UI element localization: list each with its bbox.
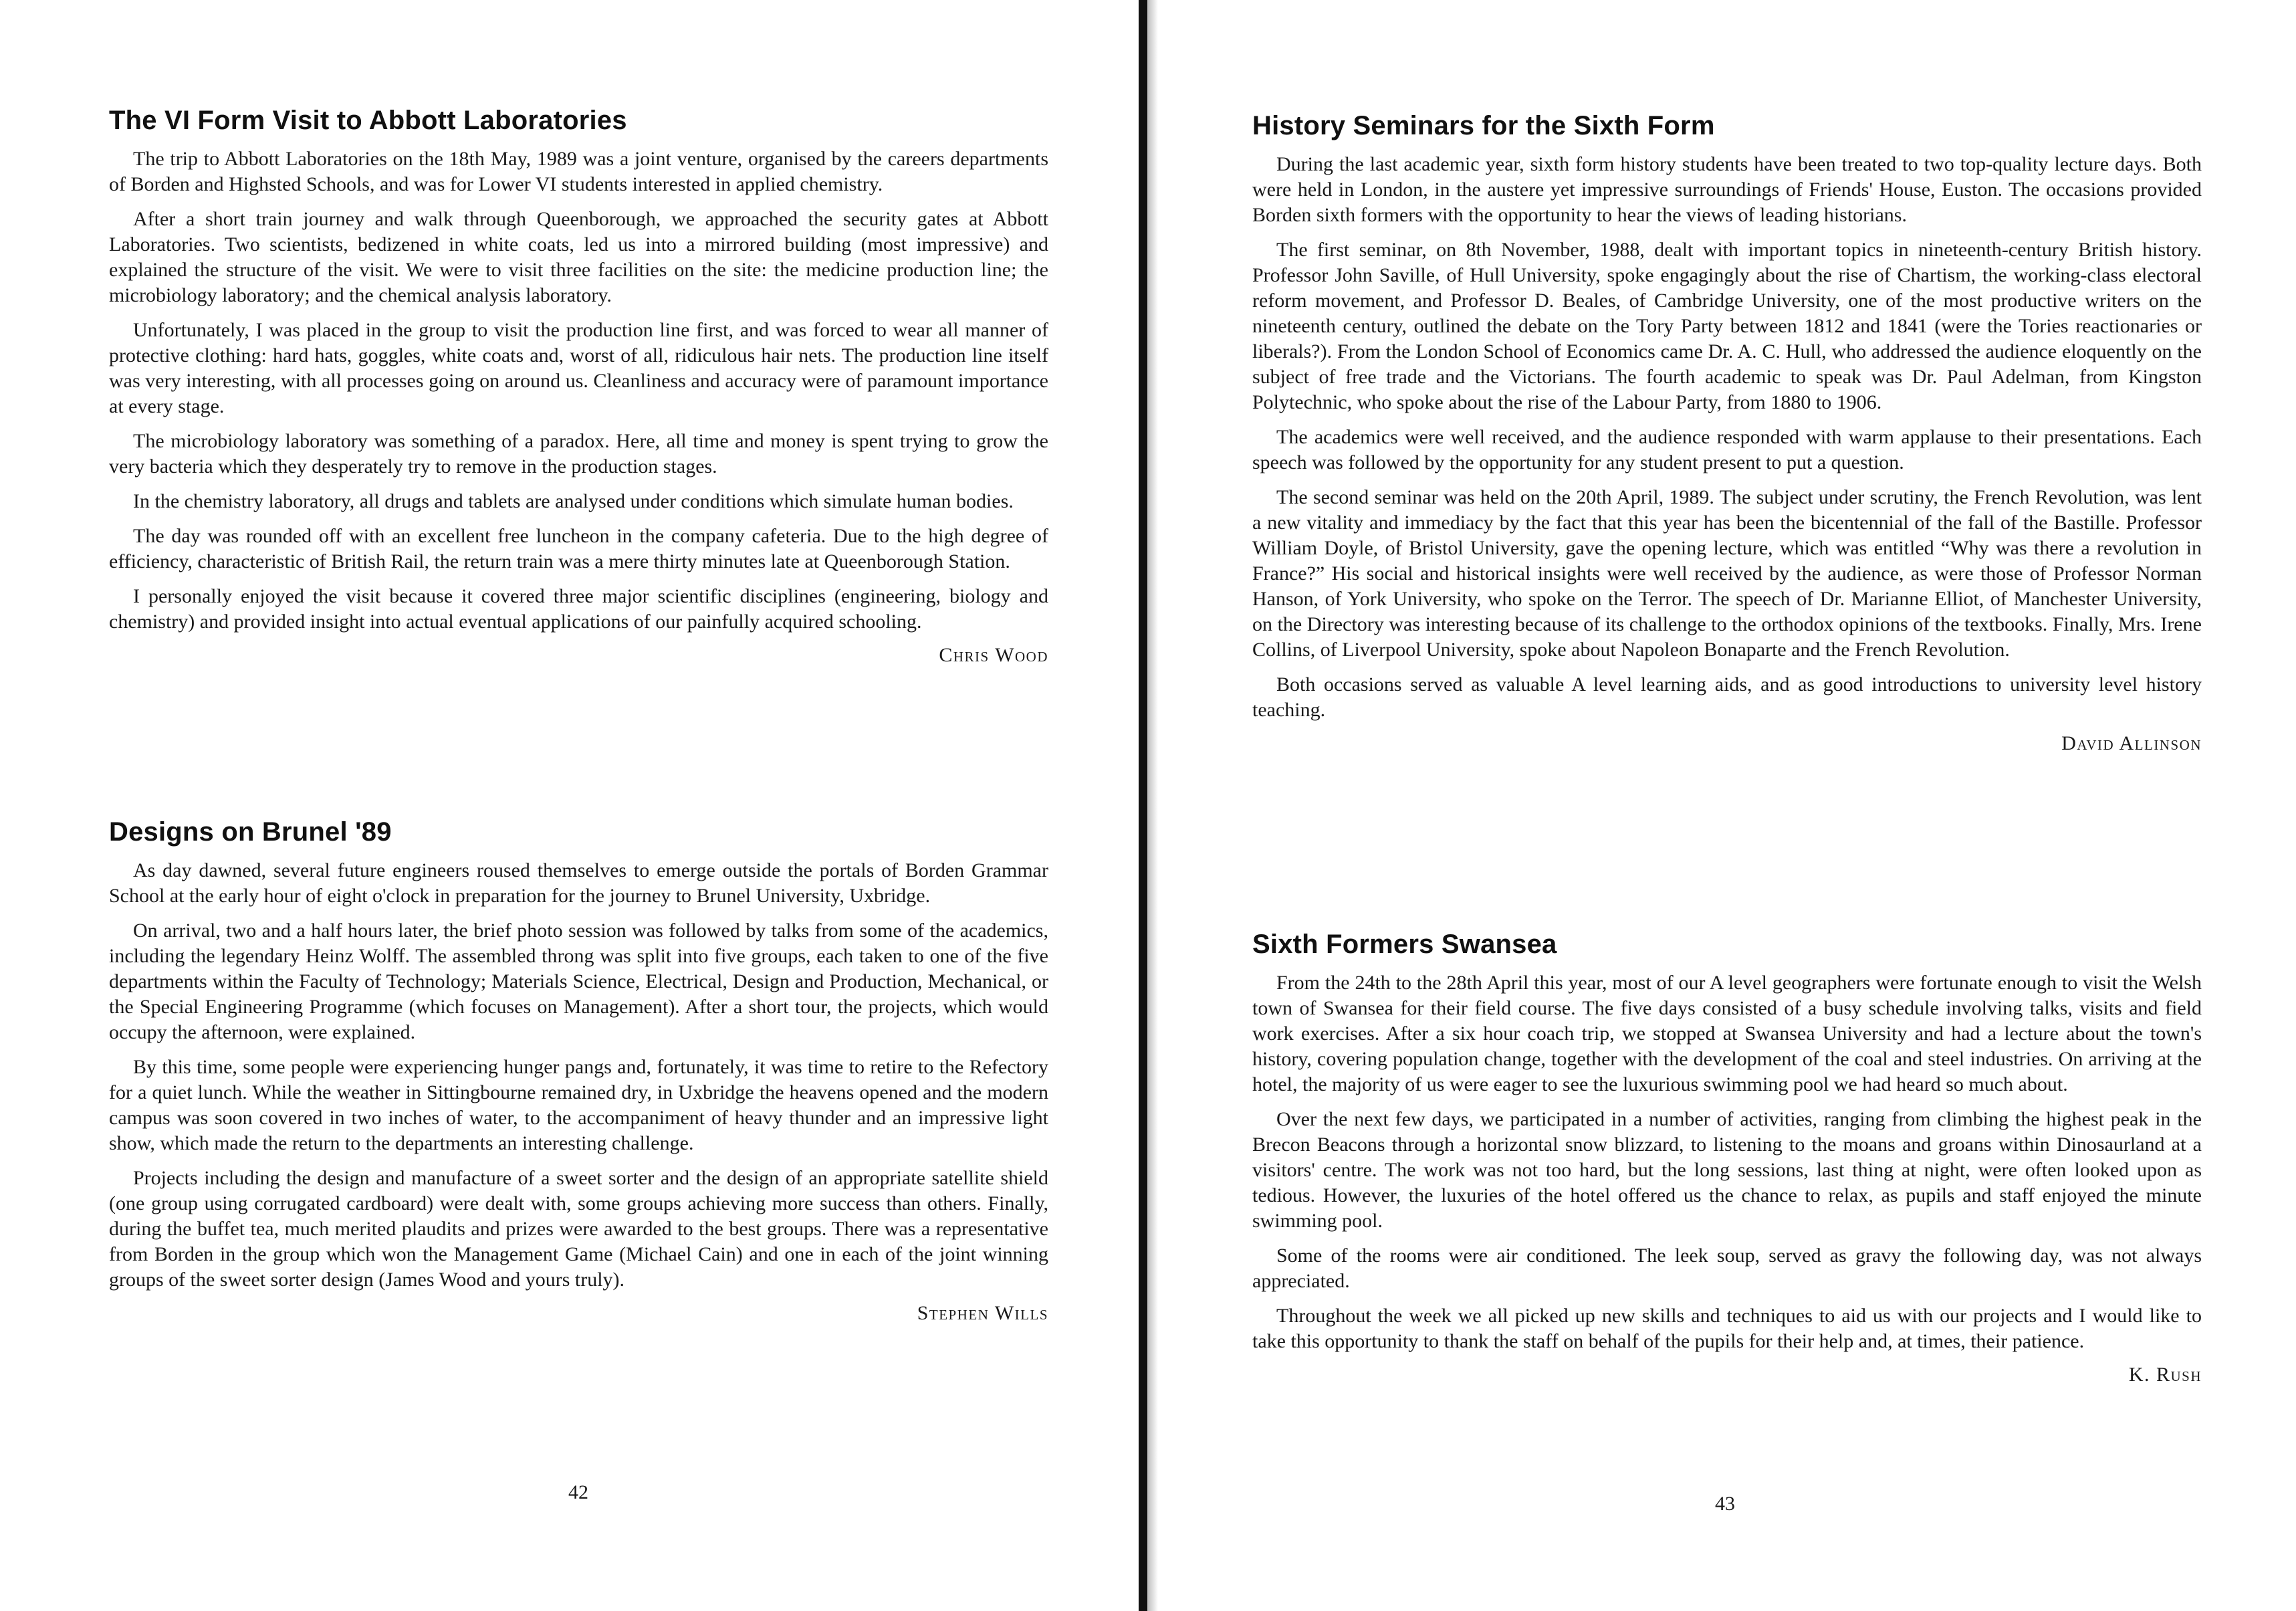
- article-history-seminars: [1252, 111, 2202, 755]
- paragraph: From the 24th to the 28th April this year, most of our A level geographers were fortunate enough to visit the Welsh town of Swansea for their field course. The five days consisted of a busy schedule involving talks, visits and field work exercises. After a six hour coach trip, we stopped at Swansea University and had a lecture about the town's history, covering population change, together with the development of the coal and steel industries. On arriving at the hotel, the majority of us were eager to see the luxurious swimming pool we had heard so much about.: [1252, 972, 2202, 1095]
- paragraph: The second seminar was held on the 20th April, 1989. The subject under scrutiny, the French Revolution, was lent a new vitality and immediacy by the fact that this year has been the bicentennial of the fall of the Bastille. Professor William Doyle, of Bristol University, gave the opening lecture, which was entitled “Why was there a revolution in France?” His social and historical insights were well received by the audience, as were those of Professor Norman Hanson, of York University, who spoke on the Terror. The speech of Dr. Marianne Elliot, of Manchester University, on the Directory was interesting because of its challenge to the orthodox opinions of the textbooks. Finally, Mrs. Irene Collins, of Liverpool University, spoke about Napoleon Bonaparte and the French Revolution.: [1252, 486, 2202, 661]
- paragraph: As day dawned, several future engineers roused themselves to emerge outside the portals of Borden Grammar School at the early hour of eight o'clock in preparation for the journey to Brunel University, Uxbridge.: [109, 859, 1048, 907]
- paragraph: The academics were well received, and the audience responded with warm applause to their presentations. Each speech was followed by the opportunity for any student present to put a question.: [1252, 426, 2202, 473]
- paragraph: Projects including the design and manufacture of a sweet sorter and the design of an appropriate satellite shield (one group using corrugated cardboard) were dealt with, some groups achieving more success than others. Finally, during the buffet tea, much merited plaudits and prizes were awarded to the best groups. There was a representative from Borden in the group which won the Management Game (Michael Cain) and one in each of the joint winning groups of the sweet sorter design (James Wood and yours truly).: [109, 1167, 1048, 1291]
- page-number-left: 42: [568, 1481, 588, 1503]
- book-spine: [1139, 0, 1147, 1611]
- article-sixth-formers-swansea: [1252, 930, 2202, 1386]
- paragraph: I personally enjoyed the visit because it covered three major scientific disciplines (engineering, biology and chemistry) and provided insight into actual eventual applications of our painfully acquired schooling.: [109, 585, 1048, 633]
- article-title: Sixth Formers Swansea: [1252, 930, 1557, 959]
- article-title: History Seminars for the Sixth Form: [1252, 111, 1715, 140]
- paragraph: In the chemistry laboratory, all drugs and tablets are analysed under conditions which simulate human bodies.: [133, 490, 1014, 512]
- paragraph: On arrival, two and a half hours later, the brief photo session was followed by talks from some of the academics, including the legendary Heinz Wolff. The assembled throng was split into five groups, each taken to one of the five departments within the Faculty of Technology; Materials Science, Electrical, Design and Production, Mechanical, or the Special Engineering Programme (which focuses on Management). After a short tour, the projects, which would occupy the afternoon, were explained.: [109, 920, 1048, 1043]
- author-signature: K. Rush: [2128, 1364, 2202, 1386]
- article-designs-on-brunel: [109, 817, 1048, 1325]
- paragraph: The trip to Abbott Laboratories on the 18th May, 1989 was a joint venture, organised by the careers departments of Borden and Highsted Schools, and was for Lower VI students interested in applied chemistry.: [109, 148, 1048, 195]
- article-title: The VI Form Visit to Abbott Laboratories: [109, 106, 627, 135]
- author-signature: Chris Wood: [939, 644, 1048, 666]
- paragraph: The first seminar, on 8th November, 1988, dealt with important topics in nineteenth-century British history. Professor John Saville, of Hull University, spoke engagingly about the rise of Chartism, the working-class electoral reform movement, and Professor D. Beales, of Cambridge University, one of the most productive writers on the nineteenth century, outlined the debate on the Tory Party between 1812 and 1841 (were the Tories reactionaries or liberals?). From the London School of Economics came Dr. A. C. Hull, who addressed the audience eloquently on the subject of free trade and the Victorians. The fourth academic to speak was Dr. Paul Adelman, from Kingston Polytechnic, who spoke about the rise of the Labour Party, from 1880 to 1906.: [1252, 239, 2202, 413]
- paragraph: Both occasions served as valuable A level learning aids, and as good introductions to university level history teaching.: [1252, 673, 2202, 721]
- paragraph: During the last academic year, sixth form history students have been treated to two top-quality lecture days. Both were held in London, in the austere yet impressive surroundings of Friends' House, Euston. The occasions provided Borden sixth formers with the opportunity to hear the views of leading historians.: [1252, 153, 2202, 226]
- paragraph: By this time, some people were experiencing hunger pangs and, fortunately, it was time to retire to the Refectory for a quiet lunch. While the weather in Sittingbourne remained dry, in Uxbridge the heavens opened and the modern campus was soon covered in two inches of water, to the accompaniment of heavy thunder and an impressive light show, which made the return to the departments an interesting challenge.: [109, 1056, 1048, 1154]
- paragraph: Some of the rooms were air conditioned. The leek soup, served as gravy the following day, was not always appreciated.: [1252, 1245, 2202, 1292]
- paragraph: Over the next few days, we participated in a number of activities, ranging from climbing the highest peak in the Brecon Beacons through a horizontal snow blizzard, to listening to the moans and groans within Dinosaurland at a visitors' centre. The work was not too hard, but the long sessions, last thing at night, were often looked upon as tedious. However, the luxuries of the hotel offered us the chance to relax, as pupils and staff enjoyed the minute swimming pool.: [1252, 1108, 2202, 1232]
- paragraph: After a short train journey and walk through Queenborough, we approached the security gates at Abbott Laboratories. Two scientists, bedizened in white coats, led us into a mirrored building (most impressive) and explained the structure of the visit. We were to visit three facilities on the site: the medicine production line; the microbiology laboratory; and the chemical analysis laboratory.: [109, 208, 1048, 306]
- author-signature: Stephen Wills: [917, 1302, 1048, 1324]
- author-signature: David Allinson: [2061, 732, 2202, 754]
- article-abbott-visit: [109, 106, 1048, 667]
- paragraph: Throughout the week we all picked up new skills and techniques to aid us with our projects and I would like to take this opportunity to thank the staff on behalf of the pupils for their help and, at times, their patience.: [1252, 1305, 2202, 1352]
- article-title: Designs on Brunel '89: [109, 817, 392, 847]
- paragraph: Unfortunately, I was placed in the group to visit the production line first, and was forced to wear all manner of protective clothing: hard hats, goggles, white coats and, worst of all, ridiculous hair nets. The production line itself was very interesting, with all processes going on around us. Cleanliness and accuracy were of paramount importance at every stage.: [109, 319, 1048, 417]
- spine-shadow: [1147, 0, 1158, 1611]
- page-number-right: 43: [1715, 1493, 1735, 1515]
- paragraph: The day was rounded off with an excellent free luncheon in the company cafeteria. Due to the high degree of efficiency, characteristic of British Rail, the return train was a mere thirty minutes late at Queenborough Station.: [109, 525, 1048, 572]
- paragraph: The microbiology laboratory was something of a paradox. Here, all time and money is spent trying to grow the very bacteria which they desperately try to remove in the production stages.: [109, 430, 1048, 477]
